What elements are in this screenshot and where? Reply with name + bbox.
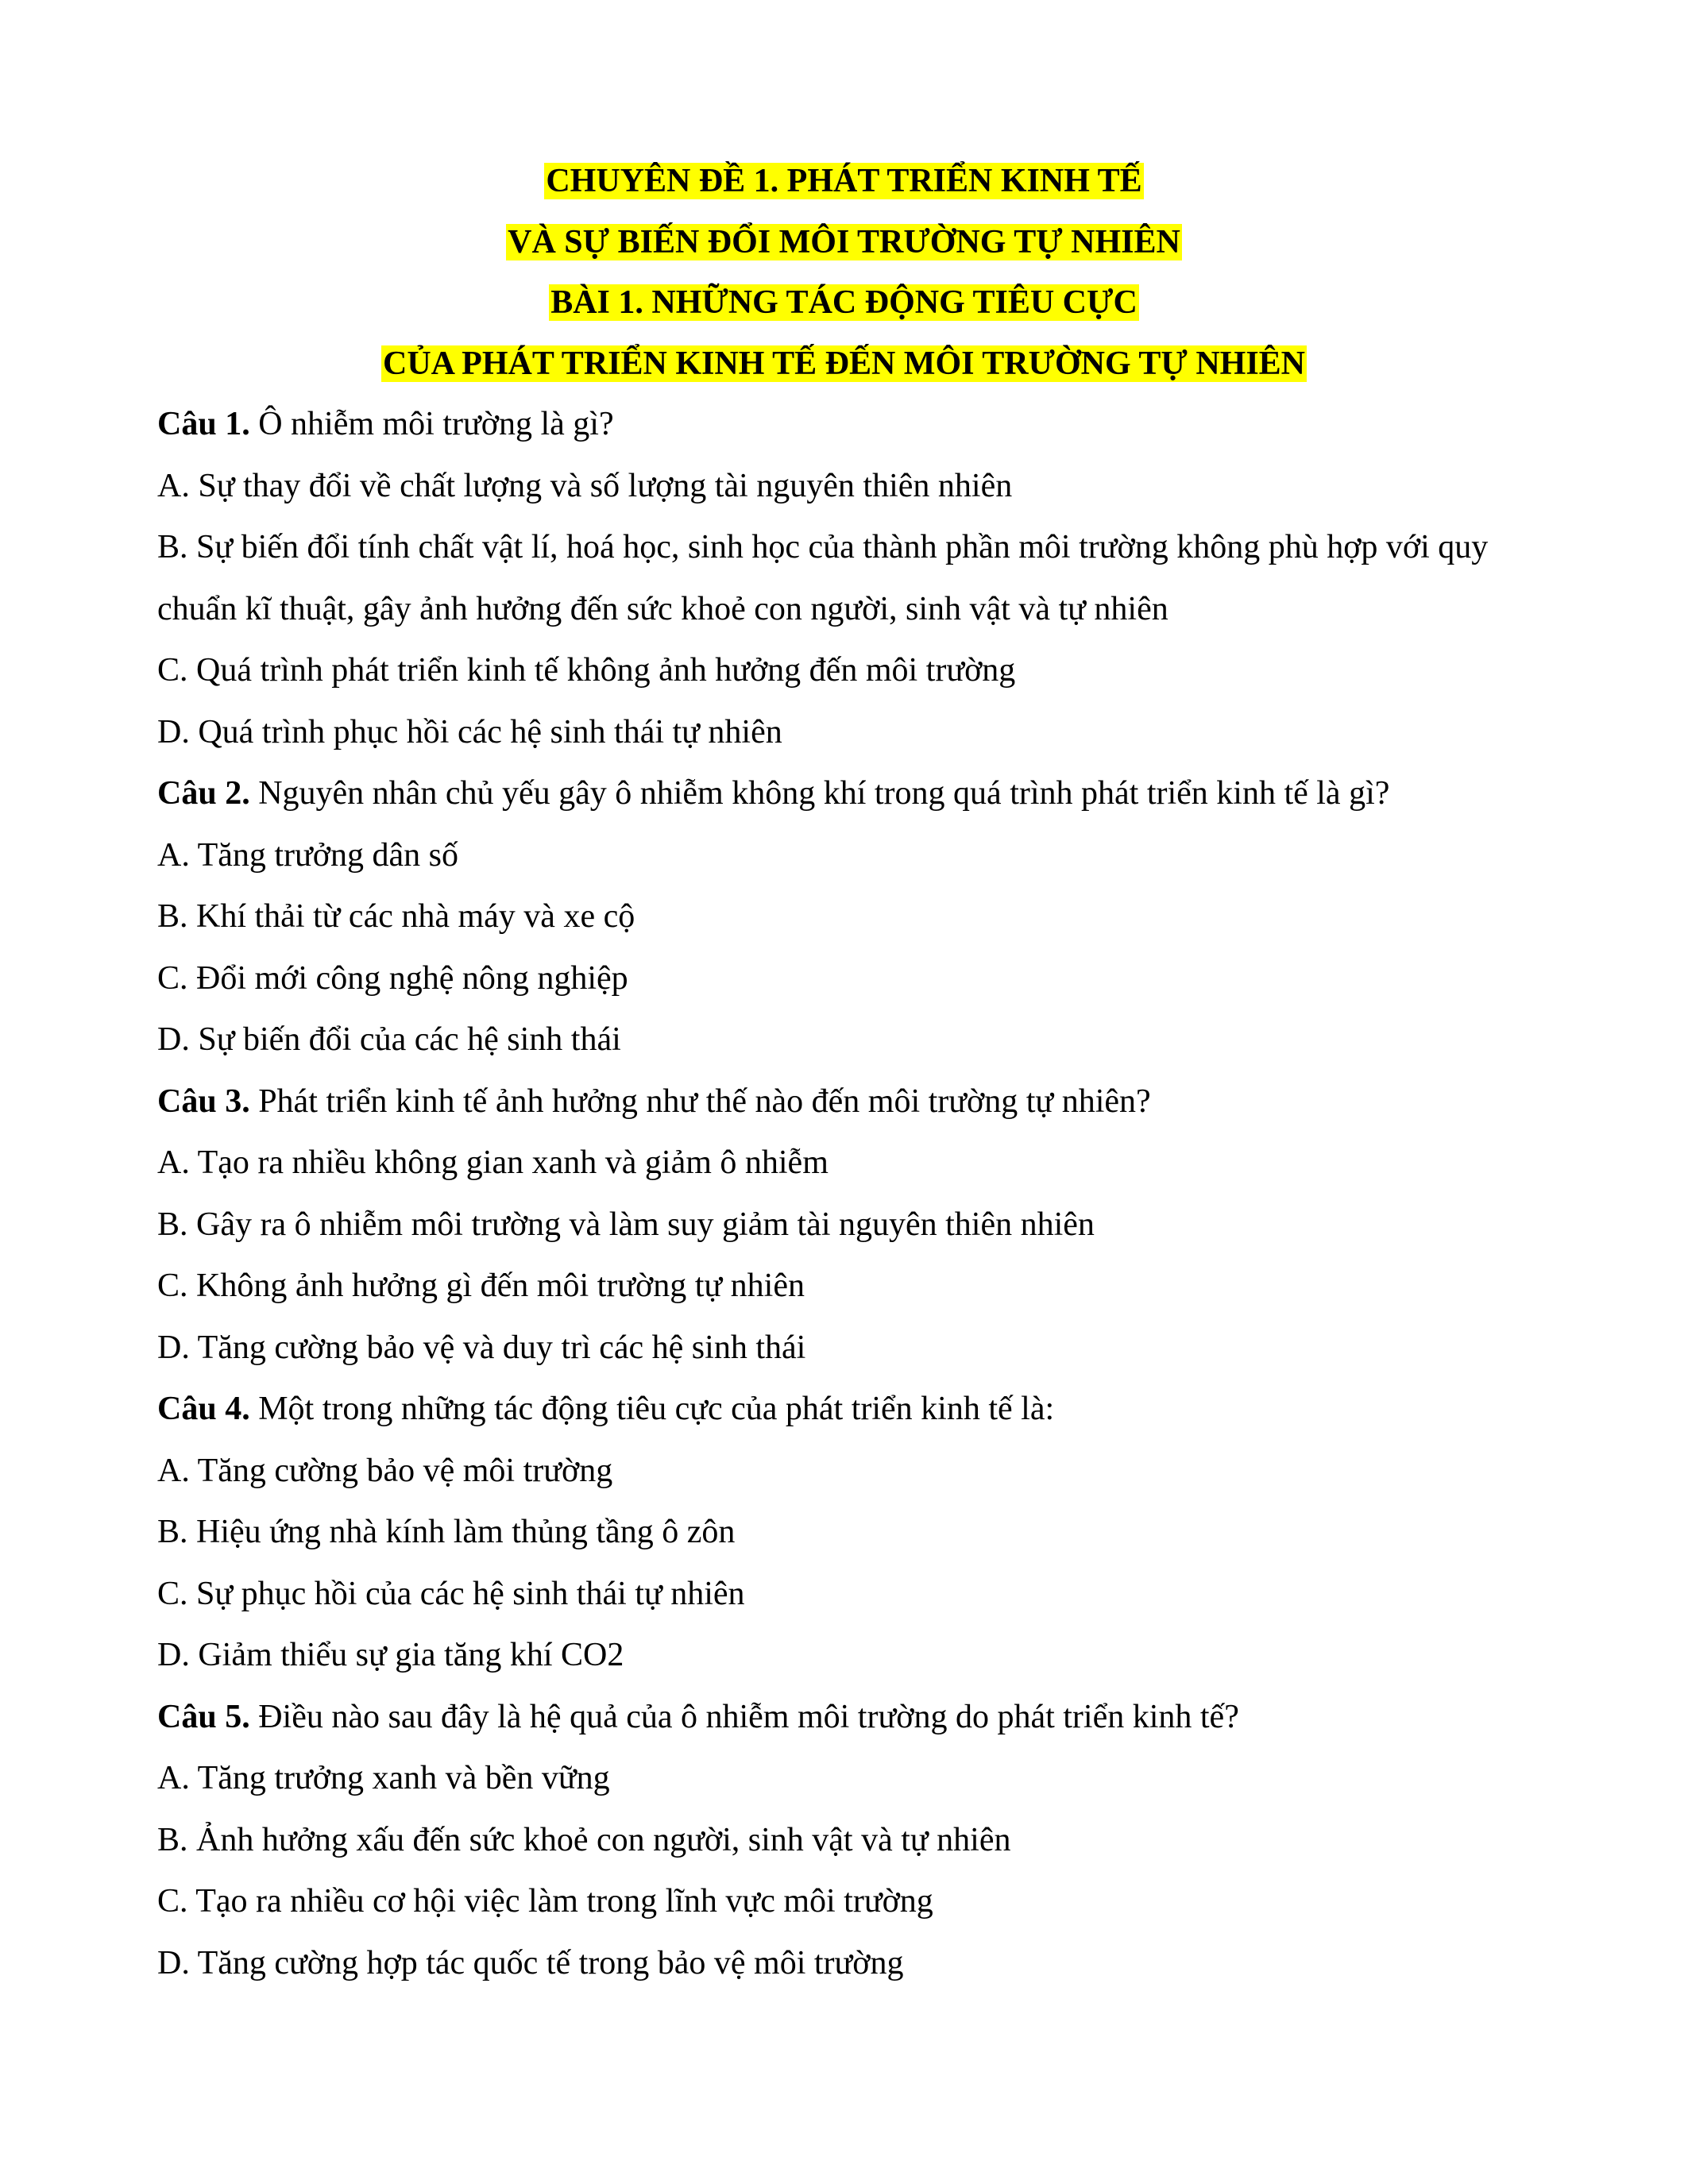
topic-title <box>0 151 1688 212</box>
question-3 <box>157 1071 1539 1133</box>
question-4 <box>157 1379 1539 1441</box>
question-text: Nguyên nhân chủ yếu gây ô nhiễm không khí trong quá trình phát triển kinh tế là gì? <box>249 775 1390 812</box>
question-label: Câu 3. <box>157 1082 250 1120</box>
option-5a: A. Tăng trưởng xanh và bền vững <box>157 1760 610 1796</box>
option-3a: A. Tạo ra nhiều không gian xanh và giảm ô nhiễm <box>157 1144 829 1181</box>
option-1c: C. Quá trình phát triển kinh tế không ảnh hưởng đến môi trường <box>157 652 1016 689</box>
question-2 <box>157 763 1539 825</box>
option-2a: A. Tăng trưởng dân số <box>157 836 458 874</box>
topic-title-text: CHUYÊN ĐỀ 1. PHÁT TRIỂN KINH TẾ <box>546 163 1142 199</box>
topic-subtitle <box>0 212 1688 273</box>
lesson-title-text: BÀI 1. NHỮNG TÁC ĐỘNG TIÊU CỰC <box>550 284 1138 321</box>
option-1b: B. Sự biến đổi tính chất vật lí, hoá học, sinh học của thành phần môi trường không phù hợp với quy chuẩn kĩ thuật, gây ảnh hưởng đến sức khoẻ con người, sinh vật và tự nhiên <box>157 529 1489 627</box>
option-3c: C. Không ảnh hưởng gì đến môi trường tự nhiên <box>157 1268 805 1304</box>
question-label: Câu 2. <box>157 775 250 812</box>
option-4b: B. Hiệu ứng nhà kính làm thủng tầng ô zôn <box>157 1514 736 1550</box>
lesson-title <box>0 272 1688 334</box>
question-text: Một trong những tác động tiêu cực của phát triển kinh tế là: <box>249 1391 1055 1427</box>
question-text: Điều nào sau đây là hệ quả của ô nhiễm môi trường do phát triển kinh tế? <box>249 1698 1239 1735</box>
option-3d: D. Tăng cường bảo vệ và duy trì các hệ sinh thái <box>157 1329 806 1366</box>
option-5d: D. Tăng cường hợp tác quốc tế trong bảo vệ môi trường <box>157 1944 904 1981</box>
option-2c: C. Đổi mới công nghệ nông nghiệp <box>157 959 628 997</box>
question-text: Ô nhiễm môi trường là gì? <box>249 406 614 442</box>
option-4a: A. Tăng cường bảo vệ môi trường <box>157 1452 613 1489</box>
question-list <box>157 394 1539 1994</box>
option-1d: D. Quá trình phục hồi các hệ sinh thái tự nhiên <box>157 713 782 751</box>
lesson-subtitle <box>0 334 1688 395</box>
question-1 <box>157 394 1539 456</box>
option-5c: C. Tạo ra nhiều cơ hội việc làm trong lĩnh vực môi trường <box>157 1883 933 1920</box>
question-text: Phát triển kinh tế ảnh hưởng như thế nào đến môi trường tự nhiên? <box>249 1082 1151 1120</box>
question-label: Câu 4. <box>157 1391 250 1427</box>
lesson-subtitle-text: CỦA PHÁT TRIỂN KINH TẾ ĐẾN MÔI TRƯỜNG TỰ NHIÊN <box>382 345 1306 382</box>
option-5b: B. Ảnh hưởng xấu đến sức khoẻ con người, sinh vật và tự nhiên <box>157 1821 1011 1858</box>
option-2b: B. Khí thải từ các nhà máy và xe cộ <box>157 898 635 935</box>
option-4d: D. Giảm thiểu sự gia tăng khí CO2 <box>157 1637 624 1673</box>
option-2d: D. Sự biến đổi của các hệ sinh thái <box>157 1021 621 1058</box>
topic-subtitle-text: VÀ SỰ BIẾN ĐỔI MÔI TRƯỜNG TỰ NHIÊN <box>508 223 1180 260</box>
question-label: Câu 1. <box>157 406 250 442</box>
option-1a: A. Sự thay đổi về chất lượng và số lượng tài nguyên thiên nhiên <box>157 467 1013 504</box>
question-5 <box>157 1687 1539 1749</box>
option-4c: C. Sự phục hồi của các hệ sinh thái tự nhiên <box>157 1575 745 1612</box>
question-label: Câu 5. <box>157 1698 250 1735</box>
heading-block <box>0 151 1688 394</box>
option-3b: B. Gây ra ô nhiễm môi trường và làm suy giảm tài nguyên thiên nhiên <box>157 1206 1095 1243</box>
